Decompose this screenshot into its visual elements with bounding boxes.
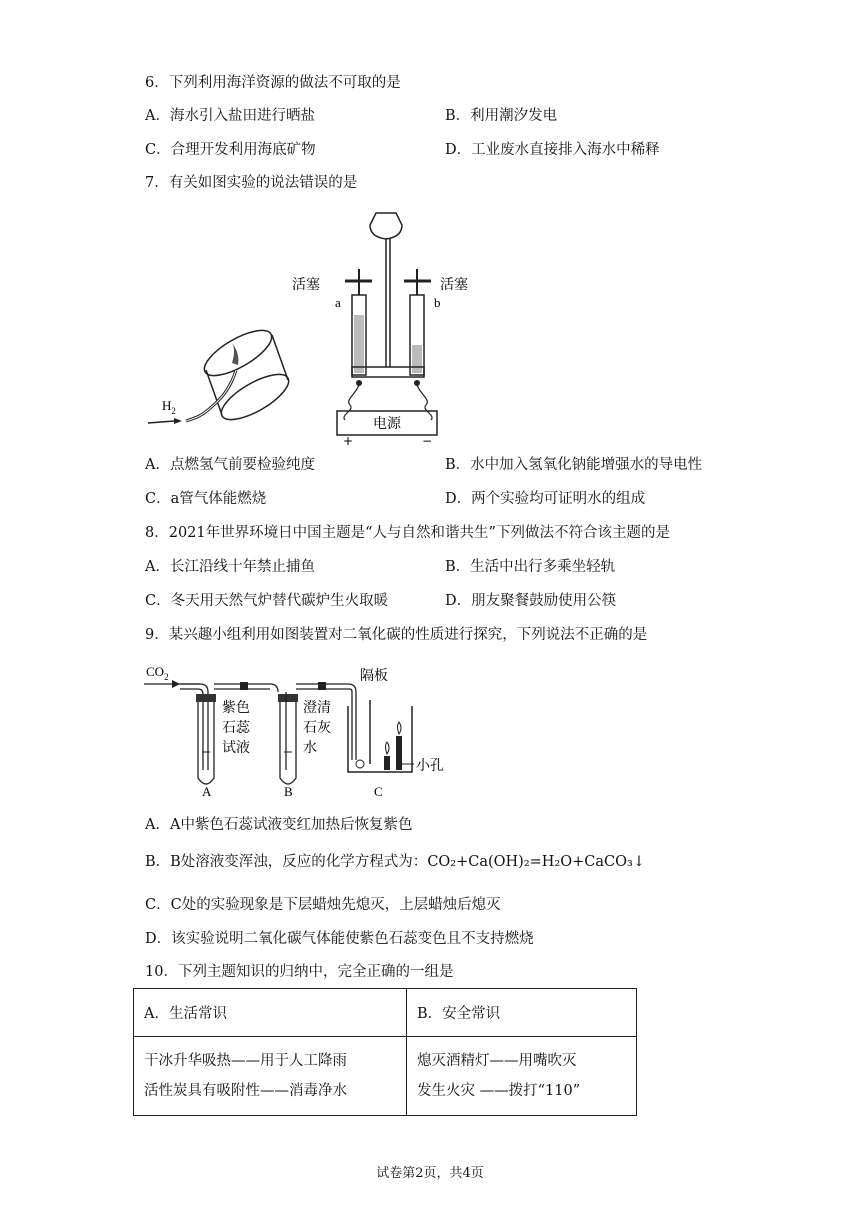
tube-a-label-3: 试液 [222, 740, 250, 756]
q7-option-b: B．水中加入氢氧化钠能增强水的导电性 [445, 457, 703, 473]
knowledge-table [133, 988, 637, 1116]
q6-option-a: A．海水引入盐田进行晒盐 [145, 108, 315, 124]
partition-label: 隔板 [360, 668, 388, 684]
h2-label: $H_2$ [162, 398, 176, 416]
hole-label: 小孔 [416, 758, 444, 774]
hydrogen-combustion-apparatus [148, 322, 295, 428]
q9-option-c: C．C处的实验现象是下层蜡烛先熄灭，上层蜡烛后熄灭 [145, 897, 501, 913]
q9-stem: 9．某兴趣小组利用如图装置对二氧化碳的性质进行探究，下列说法不正确的是 [145, 627, 648, 643]
tube-b-label-2: 石灰 [303, 720, 331, 736]
co2-label: $CO_2$ [146, 664, 169, 682]
q7-stem: 7．有关如图实验的说法错误的是 [145, 175, 358, 191]
q9-option-a: A．A中紫色石蕊试液变红加热后恢复紫色 [145, 817, 413, 833]
q8-stem: 8．2021年世界环境日中国主题是“人与自然和谐共生”下列做法不符合该主题的是 [145, 525, 670, 541]
tube-a-label: a [335, 295, 341, 310]
q6-option-d: D．工业废水直接排入海水中稀释 [445, 142, 660, 158]
q7-option-d: D．两个实验均可证明水的组成 [445, 491, 646, 507]
q9-option-b-equation: CO₂+Ca(OH)₂=H₂O+CaCO₃↓ [427, 854, 645, 870]
q8-option-a: A．长江沿线十年禁止捕鱼 [145, 559, 315, 575]
q8-option-b: B．生活中出行多乘坐轻轨 [445, 559, 616, 575]
tube-b-label-3: 水 [303, 740, 317, 756]
valve-left-label: 活塞 [292, 277, 320, 293]
table-cell-a [134, 1037, 407, 1116]
valve-right-label: 活塞 [440, 277, 468, 293]
table-b-line-1: 熄灭酒精灯——用嘴吹灭 [417, 1053, 577, 1069]
plus-label: + [343, 434, 354, 448]
co2-experiment-figure [140, 660, 460, 800]
q9-option-b-text: B．B处溶液变浑浊，反应的化学方程式为： [145, 854, 428, 870]
q6-stem: 6．下列利用海洋资源的做法不可取的是 [145, 75, 401, 91]
table-a-line-1: 干冰升华吸热——用于人工降雨 [144, 1053, 347, 1069]
tube-a-label-2: 石蕊 [222, 720, 250, 736]
apparatus-c-label: C [374, 784, 383, 799]
hofmann-voltameter [292, 213, 468, 448]
apparatus-b-label: B [284, 784, 293, 799]
table-cell-b [407, 1037, 637, 1116]
table-b-line-2: 发生火灾 ——拨打“110” [417, 1083, 581, 1099]
minus-label: − [422, 434, 433, 448]
tube-a-label-1: 紫色 [222, 700, 250, 716]
tube-b-label: b [434, 295, 441, 310]
tube-b-label-1: 澄清 [303, 700, 331, 716]
page-footer: 试卷第2页，共4页 [376, 1166, 484, 1181]
q8-option-c: C．冬天用天然气炉替代碳炉生火取暖 [145, 593, 389, 609]
q7-option-a: A．点燃氢气前要检验纯度 [145, 457, 315, 473]
q6-option-c: C．合理开发利用海底矿物 [145, 142, 316, 158]
q9-option-d: D．该实验说明二氧化碳气体能使紫色石蕊变色且不支持燃烧 [145, 931, 534, 947]
q9-option-b [145, 852, 645, 872]
table-header-b: B．安全常识 [407, 989, 637, 1037]
q8-option-d: D．朋友聚餐鼓励使用公筷 [445, 593, 617, 609]
apparatus-a-label: A [202, 784, 212, 799]
q7-option-c: C．a管气体能燃烧 [145, 491, 267, 507]
power-label: 电源 [373, 416, 401, 432]
q10-stem: 10．下列主题知识的归纳中，完全正确的一组是 [145, 964, 454, 980]
table-header-a: A．生活常识 [134, 989, 407, 1037]
table-a-line-2: 活性炭具有吸附性——消毒净水 [144, 1083, 347, 1099]
electrolysis-figure [140, 205, 680, 450]
q6-option-b: B．利用潮汐发电 [445, 108, 558, 124]
